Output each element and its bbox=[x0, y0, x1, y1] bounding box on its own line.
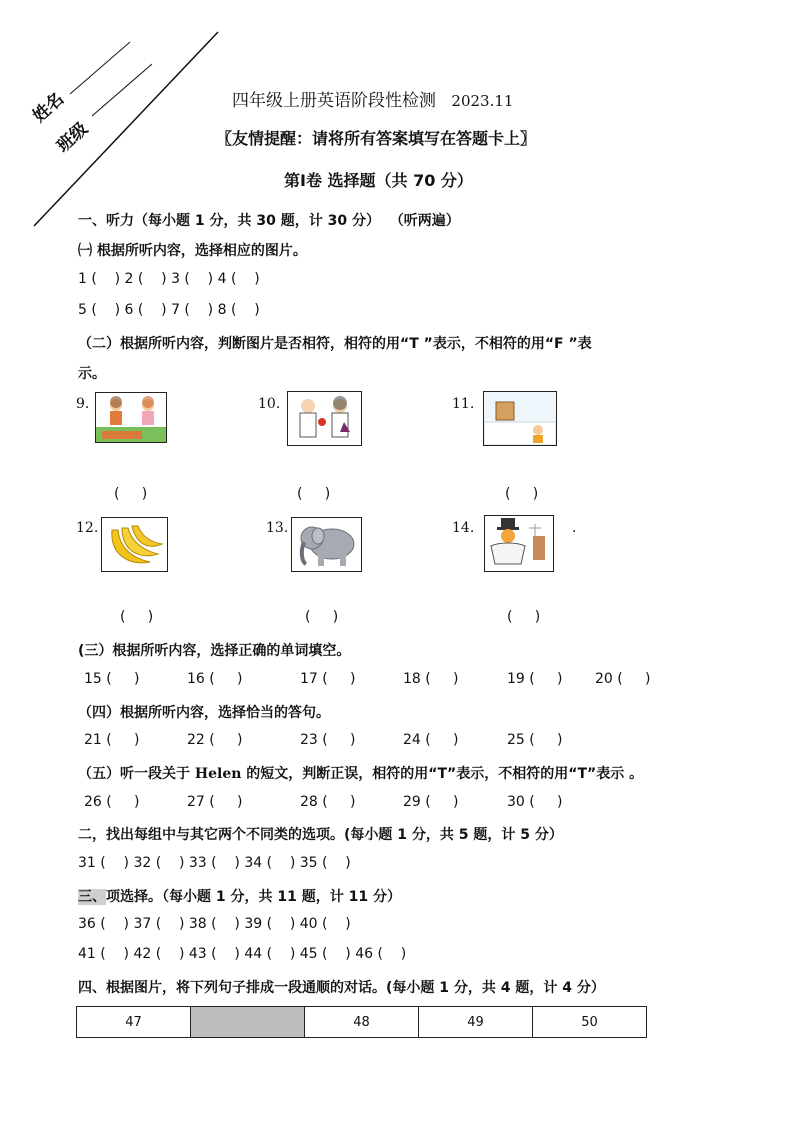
picture-9-children-garden bbox=[95, 392, 167, 443]
name-underline bbox=[70, 42, 130, 94]
answer-23: 23 ( ) bbox=[300, 732, 356, 748]
part3-heading-text: 项选择。（每小题 1 分，共 11 题，计 11 分） bbox=[106, 889, 401, 905]
answer-28: 28 ( ) bbox=[300, 794, 356, 810]
part3-heading-number: 三、 bbox=[78, 889, 106, 905]
question-11-answer: ( ) bbox=[505, 486, 539, 502]
sub5-heading bbox=[78, 763, 643, 783]
class-underline bbox=[92, 64, 152, 116]
answer-24: 24 ( ) bbox=[403, 732, 459, 748]
sub1-heading: ㈠ 根据所听内容，选择相应的图片。 bbox=[78, 243, 307, 259]
answer-row-36-40: 36 ( ) 37 ( ) 38 ( ) 39 ( ) 40 ( ) bbox=[78, 916, 351, 932]
title-text: 四年级上册英语阶段性检测 bbox=[232, 91, 436, 111]
sub2-heading-line2: 示。 bbox=[78, 366, 106, 382]
answer-row-31-35: 31 ( ) 32 ( ) 33 ( ) 34 ( ) 35 ( ) bbox=[78, 855, 351, 871]
answer-cell-shaded bbox=[191, 1007, 305, 1038]
answer-cell-49: 49 bbox=[419, 1007, 533, 1038]
picture-11-snow-scene bbox=[483, 391, 557, 446]
answer-22: 22 ( ) bbox=[187, 732, 243, 748]
answer-26: 26 ( ) bbox=[84, 794, 140, 810]
question-13-answer: ( ) bbox=[305, 609, 339, 625]
doctor-patient-icon bbox=[288, 392, 361, 445]
question-11-number: 11. bbox=[452, 396, 475, 412]
question-10-answer: ( ) bbox=[297, 486, 331, 502]
children-garden-icon bbox=[96, 393, 166, 442]
snow-scene-icon bbox=[484, 392, 556, 445]
sub4-heading: （四）根据所听内容，选择恰当的答句。 bbox=[78, 705, 330, 721]
answer-30: 30 ( ) bbox=[507, 794, 563, 810]
reminder: 〖友情提醒：请将所有答案填写在答题卡上〗 bbox=[216, 129, 537, 148]
answer-15: 15 ( ) bbox=[84, 671, 140, 687]
answer-17: 17 ( ) bbox=[300, 671, 356, 687]
class-label: 班级 bbox=[53, 118, 92, 157]
answer-18: 18 ( ) bbox=[403, 671, 459, 687]
sub2-heading-line1: （二）根据所听内容，判断图片是否相符，相符的用“T ”表示，不相符的用“F ”表 bbox=[78, 336, 592, 352]
elephant-icon bbox=[292, 518, 361, 571]
question-9-number: 9. bbox=[76, 396, 90, 412]
picture-10-doctor-patient bbox=[287, 391, 362, 446]
answer-27: 27 ( ) bbox=[187, 794, 243, 810]
answer-row-41-46: 41 ( ) 42 ( ) 43 ( ) 44 ( ) 45 ( ) 46 ( ) bbox=[78, 946, 407, 962]
magician-icon bbox=[485, 516, 553, 571]
picture-14-magician bbox=[484, 515, 554, 572]
answer-25: 25 ( ) bbox=[507, 732, 563, 748]
sub5-heading-post: 的短文，判断正误，相符的用“T”表示，不相符的用“T”表示 。 bbox=[241, 766, 644, 782]
question-14-number: 14. bbox=[452, 520, 475, 536]
picture-13-elephant bbox=[291, 517, 362, 572]
answer-20: 20 ( ) bbox=[595, 671, 651, 687]
exam-title bbox=[232, 86, 513, 111]
question-9-answer: ( ) bbox=[114, 486, 148, 502]
part1-heading: 一、听力（每小题 1 分，共 30 题，计 30 分） （听两遍） bbox=[78, 213, 460, 229]
picture-12-bananas bbox=[101, 517, 168, 572]
answer-19: 19 ( ) bbox=[507, 671, 563, 687]
exam-date: 2023.11 bbox=[451, 92, 514, 110]
answer-29: 29 ( ) bbox=[403, 794, 459, 810]
answer-cell-48: 48 bbox=[305, 1007, 419, 1038]
question-13-number: 13. bbox=[266, 520, 289, 536]
sub3-heading: (三）根据所听内容，选择正确的单词填空。 bbox=[78, 643, 351, 659]
part3-heading bbox=[78, 886, 401, 906]
answer-cell-50: 50 bbox=[533, 1007, 647, 1038]
dialogue-order-table bbox=[76, 1006, 647, 1038]
volume-heading: 第Ⅰ卷 选择题（共 70 分） bbox=[284, 171, 473, 190]
question-12-number: 12. bbox=[76, 520, 99, 536]
sub5-heading-name: Helen bbox=[194, 766, 242, 782]
trailing-dot: . bbox=[572, 520, 577, 536]
sub5-heading-pre: （五）听一段关于 bbox=[78, 766, 195, 782]
answer-16: 16 ( ) bbox=[187, 671, 243, 687]
question-12-answer: ( ) bbox=[120, 609, 154, 625]
answer-21: 21 ( ) bbox=[84, 732, 140, 748]
answer-row-1-4: 1 ( ) 2 ( ) 3 ( ) 4 ( ) bbox=[78, 271, 260, 287]
part2-heading: 二，找出每组中与其它两个不同类的选项。(每小题 1 分，共 5 题，计 5 分） bbox=[78, 827, 563, 843]
bananas-icon bbox=[102, 518, 167, 571]
question-10-number: 10. bbox=[258, 396, 281, 412]
name-label: 姓名 bbox=[29, 88, 68, 127]
answer-row-5-8: 5 ( ) 6 ( ) 7 ( ) 8 ( ) bbox=[78, 302, 260, 318]
answer-cell-47: 47 bbox=[77, 1007, 191, 1038]
part4-heading: 四、根据图片，将下列句子排成一段通顺的对话。(每小题 1 分，共 4 题，计 4 分） bbox=[78, 980, 605, 996]
question-14-answer: ( ) bbox=[507, 609, 541, 625]
